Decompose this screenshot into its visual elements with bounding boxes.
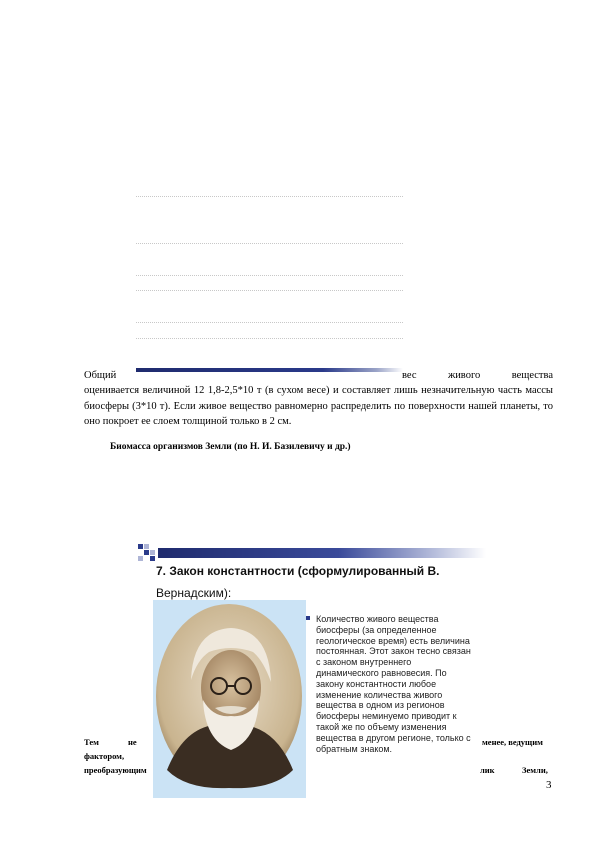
portrait-photo <box>153 600 306 798</box>
slide-header-bar <box>158 548 486 558</box>
bullet-icon <box>306 616 310 620</box>
bottom-line-3-right-a: лик <box>480 765 495 775</box>
square-icon <box>144 544 149 549</box>
square-icon <box>150 550 155 555</box>
bottom-line-1-left-b: не <box>128 737 137 747</box>
square-icon <box>138 544 143 549</box>
square-icon <box>138 556 143 561</box>
embedded-slide <box>136 542 486 802</box>
word: вещества <box>511 370 553 381</box>
page-number: 3 <box>546 779 552 791</box>
square-icon <box>150 556 155 561</box>
word: живого <box>447 370 481 381</box>
paragraph-body: оценивается величиной 12 1,8-2,5*10 т (в сухом весе) и составляет лишь незначительную часть массы биосферы (3*10 т). Если живое вещество равномерно распределить по поверхности нашей планеты, то оно покроет ее слоем толщиной только в 2 см. <box>84 385 553 427</box>
faint-line <box>136 322 403 323</box>
bottom-line-3-right-b: Земли, <box>522 765 548 775</box>
word: вес <box>402 370 417 381</box>
faint-line <box>136 290 403 291</box>
faint-line <box>136 196 403 197</box>
faint-line <box>136 275 403 276</box>
slide-title: 7. Закон константности (сформулированный В. <box>156 564 440 578</box>
bottom-line-1-left-a: Тем <box>84 737 99 747</box>
table-caption: Биомасса организмов Земли (по Н. И. Базилевичу и др.) <box>110 442 351 452</box>
bottom-line-3-left: преобразующим <box>84 765 147 775</box>
bottom-line-2-left: фактором, <box>84 751 125 761</box>
paragraph-first-line-right <box>402 368 553 384</box>
top-slide-bar <box>136 368 403 372</box>
slide-bullet-content: Количество живого вещества биосферы (за определенное геологическое время) есть величина постоянная. Этот закон тесно связан с законом внутреннего динамического равновесия. По закону константности любое изменение количества живого вещества в одном из регионов биосферы неминуемо приводит к такой же по объему изменения вещества в другом регионе, только с обратным знаком. <box>316 614 471 754</box>
square-icon <box>144 550 149 555</box>
faint-line <box>136 338 403 339</box>
faint-line <box>136 243 403 244</box>
bottom-line-1-right: менее, ведущим <box>482 737 543 747</box>
slide-bullet-text <box>316 614 476 754</box>
slide-header <box>136 542 486 562</box>
slide-title-continued: Вернадским): <box>156 586 232 600</box>
paragraph-first-word: Общий <box>84 370 117 381</box>
vernadsky-portrait <box>153 600 306 798</box>
